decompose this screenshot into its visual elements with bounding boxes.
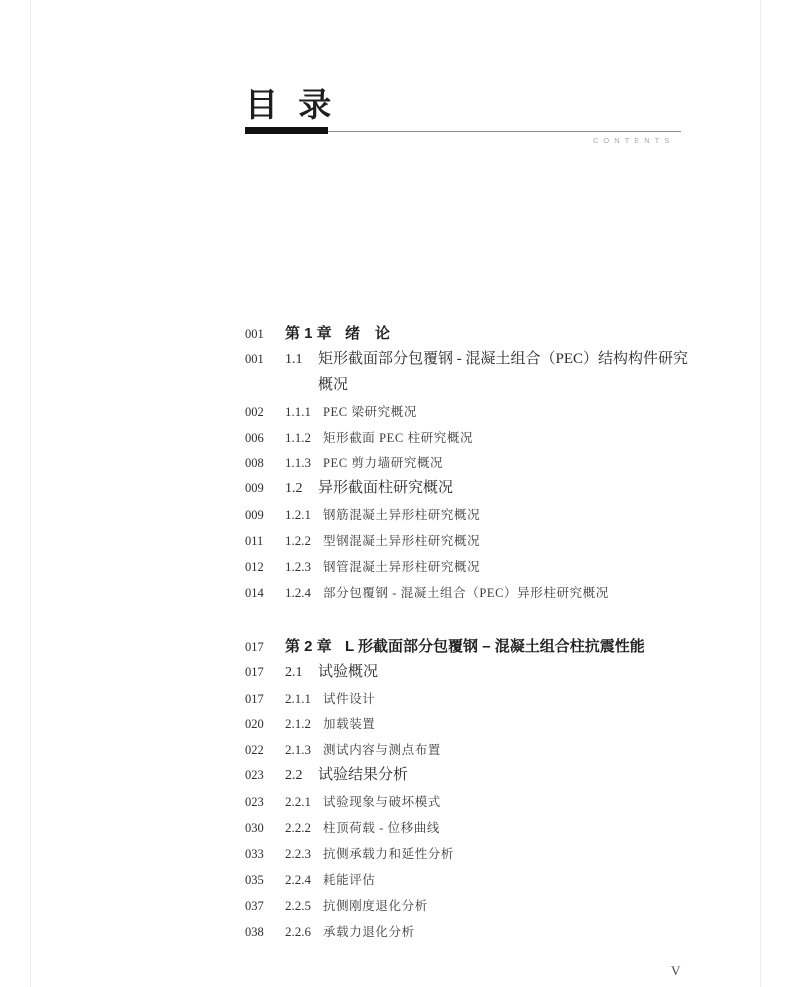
- subsection-number: 1.2.4: [285, 584, 311, 600]
- subsection-title: 试件设计: [323, 691, 376, 706]
- toc-chapter-entry[interactable]: [245, 321, 725, 347]
- toc-subsection-entry[interactable]: [245, 528, 725, 554]
- toc-subsection-entry[interactable]: [245, 502, 725, 528]
- toc-subsection-entry[interactable]: [245, 919, 725, 945]
- page-folio: V: [671, 963, 681, 978]
- subsection-number: 2.1.1: [285, 690, 311, 706]
- subsection-number: 2.1.3: [285, 742, 311, 758]
- page-number: 023: [245, 768, 264, 783]
- subsection-number: 1.1.3: [285, 455, 311, 471]
- section-title: 异形截面柱研究概况: [318, 480, 454, 497]
- subsection-title: 抗侧刚度退化分析: [323, 898, 428, 913]
- chapter-title: L 形截面部分包覆钢 – 混凝土组合柱抗震性能: [345, 637, 645, 655]
- subsection-number: 1.2.3: [285, 559, 311, 575]
- page-number: 038: [245, 924, 264, 939]
- section-title: 试验概况: [318, 663, 379, 680]
- page-number: 009: [245, 508, 264, 523]
- subsection-title: 承载力退化分析: [323, 924, 415, 939]
- subsection-title: 钢管混凝土异形柱研究概况: [323, 560, 481, 575]
- section-number: 1.2: [285, 481, 303, 497]
- page-number: 002: [245, 404, 264, 419]
- page-number: 009: [245, 481, 264, 496]
- subsection-number: 1.1.2: [285, 429, 311, 445]
- title-underline-bar: [245, 127, 328, 134]
- chapter-label: 第 2 章: [285, 637, 332, 655]
- subsection-number: 2.2.1: [285, 794, 311, 810]
- page-number: 035: [245, 872, 264, 887]
- toc-subsection-entry[interactable]: [245, 686, 725, 712]
- contents-label: CONTENTS: [593, 136, 675, 145]
- subsection-title: PEC 剪力墙研究概况: [323, 456, 444, 471]
- subsection-title: 测试内容与测点布置: [323, 743, 441, 758]
- toc-subsection-entry[interactable]: [245, 554, 725, 580]
- page-number: 001: [245, 327, 264, 341]
- section-title: 试验结果分析: [318, 767, 409, 784]
- section-number: 2.2: [285, 768, 303, 784]
- subsection-title: 柱顶荷载 - 位移曲线: [323, 821, 441, 836]
- subsection-number: 1.2.1: [285, 507, 311, 523]
- page-number: 033: [245, 846, 264, 861]
- toc-section-entry[interactable]: [245, 660, 725, 686]
- table-of-contents: [245, 321, 725, 944]
- subsection-title: 钢筋混凝土异形柱研究概况: [323, 508, 481, 523]
- page-number: 017: [245, 691, 264, 706]
- subsection-title: 部分包覆钢 - 混凝土组合（PEC）异形柱研究概况: [323, 585, 609, 600]
- subsection-title: 型钢混凝土异形柱研究概况: [323, 534, 481, 549]
- subsection-number: 2.2.4: [285, 871, 311, 887]
- toc-subsection-entry[interactable]: [245, 580, 725, 606]
- chapter-group: [245, 634, 725, 945]
- subsection-number: 1.2.2: [285, 533, 311, 549]
- subsection-title: 试验现象与破坏模式: [323, 795, 441, 810]
- section-number: 1.1: [285, 351, 303, 367]
- subsection-number: 2.2.3: [285, 845, 311, 861]
- page-number: 023: [245, 795, 264, 810]
- toc-subsection-entry[interactable]: [245, 893, 725, 919]
- subsection-number: 2.2.6: [285, 923, 311, 939]
- page-number: 014: [245, 585, 264, 600]
- toc-line: [245, 373, 725, 399]
- toc-chapter-entry[interactable]: [245, 634, 725, 660]
- toc-subsection-entry[interactable]: [245, 711, 725, 737]
- toc-subsection-entry[interactable]: [245, 815, 725, 841]
- page-number: 017: [245, 664, 264, 679]
- subsection-number: 1.1.1: [285, 403, 311, 419]
- subsection-title: 矩形截面 PEC 柱研究概况: [323, 430, 474, 445]
- section-title: 矩形截面部分包覆钢 - 混凝土组合（PEC）结构构件研究: [318, 350, 689, 367]
- subsection-title: 加载装置: [323, 717, 376, 732]
- toc-subsection-entry[interactable]: [245, 789, 725, 815]
- toc-subsection-entry[interactable]: [245, 450, 725, 476]
- page-number: 020: [245, 717, 264, 732]
- toc-subsection-entry[interactable]: [245, 399, 725, 425]
- page-number: 006: [245, 430, 264, 445]
- page-number: 012: [245, 560, 264, 575]
- page-number: 008: [245, 456, 264, 471]
- subsection-number: 2.1.2: [285, 716, 311, 732]
- page-number: 017: [245, 639, 264, 654]
- page-number: 011: [245, 534, 264, 549]
- page-title: 目 录: [245, 88, 338, 124]
- page-edge-left: [30, 0, 31, 987]
- toc-subsection-entry[interactable]: [245, 425, 725, 451]
- toc-subsection-entry[interactable]: [245, 737, 725, 763]
- toc-subsection-entry[interactable]: [245, 841, 725, 867]
- page-number: 022: [245, 743, 264, 758]
- subsection-title: PEC 梁研究概况: [323, 404, 417, 419]
- subsection-title: 抗侧承载力和延性分析: [323, 846, 455, 861]
- section-number: 2.1: [285, 664, 303, 680]
- page-number: 030: [245, 821, 264, 836]
- toc-line: [245, 347, 725, 373]
- toc-section-entry[interactable]: [245, 763, 725, 789]
- subsection-title: 耗能评估: [323, 872, 376, 887]
- subsection-number: 2.2.2: [285, 820, 311, 836]
- chapter-group: [245, 321, 725, 606]
- page-number: 001: [245, 351, 264, 366]
- toc-section-entry[interactable]: [245, 476, 725, 502]
- chapter-title: 绪 论: [345, 325, 391, 342]
- toc-section-entry[interactable]: [245, 347, 725, 399]
- chapter-label: 第 1 章: [285, 325, 332, 342]
- page-number: 037: [245, 898, 264, 913]
- page-edge-right: [760, 0, 761, 987]
- subsection-number: 2.2.5: [285, 897, 311, 913]
- section-title-continuation: 概况: [318, 376, 349, 393]
- toc-subsection-entry[interactable]: [245, 867, 725, 893]
- title-rule: [328, 131, 681, 132]
